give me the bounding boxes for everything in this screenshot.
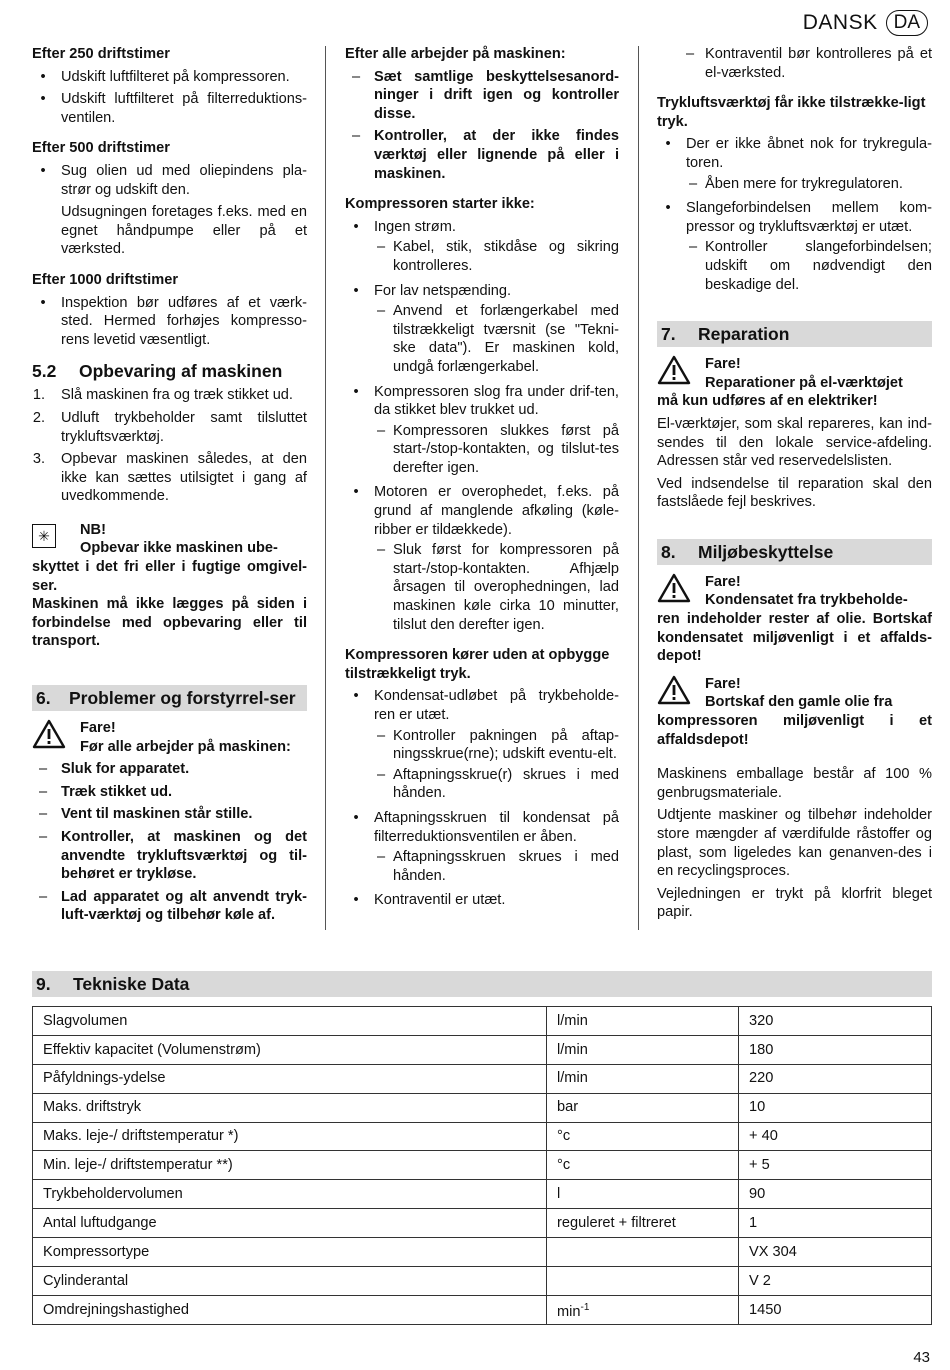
spec-unit-cell: $\min^{-1}$ (547, 1295, 739, 1324)
list-1000h (32, 294, 307, 350)
spec-name-cell: Cylinderantal (33, 1267, 547, 1296)
spec-value-cell: + 5 (739, 1151, 932, 1180)
spec-name-cell: Omdrejningshastighed (33, 1295, 547, 1324)
no-pressure-causes (345, 687, 619, 910)
list-item: – Lad apparatet og alt anvendt tryk-luft-værktøj og tilbehør køle af. (38, 888, 307, 924)
spec-unit-cell: l (547, 1180, 739, 1209)
subheading-250h: Efter 250 driftstimer (32, 46, 170, 62)
sub-list-item: – Åben mere for trykregulatoren. (688, 175, 903, 192)
list-item: • For lav netspænding. – Anvend et forlængerkabel med tilstrækkeligt tværsnit (se "Tekni-ske data"). Er maskinen kold, undgå forlængerkabel. (353, 282, 619, 375)
table-row (33, 1151, 932, 1180)
spec-value-cell: V 2 (739, 1267, 932, 1296)
environment-paragraph: Maskinens emballage består af 100 % genbrugsmateriale. (657, 766, 932, 801)
spec-name-cell: Slagvolumen (33, 1007, 547, 1036)
sub-list-item: – Kontroller pakningen på aftap-ningsskrue(rne); udskift eventu-elt. (376, 727, 619, 763)
list-item: • Ingen strøm. – Kabel, stik, stikdåse og sikring kontrolleres. (353, 218, 619, 274)
sub-list-item: – Aftapningsskrue(r) skrues i med hånden. (376, 766, 619, 802)
technical-data-table (32, 1006, 932, 1325)
list-500h (32, 162, 307, 199)
table-row (33, 1180, 932, 1209)
section-7-heading: 7. Reparation (657, 321, 932, 347)
list-item: – Sæt samtlige beskyttelsesanord-ninger i drift igen og kontroller disse. (351, 68, 619, 122)
continued-sub-list (657, 45, 932, 82)
table-row (33, 1295, 932, 1324)
spec-unit-cell: l/min (547, 1035, 739, 1064)
spec-value-cell: VX 304 (739, 1238, 932, 1267)
language-header (803, 10, 928, 36)
before-work-steps (32, 760, 307, 925)
nb-note: ✳ NB! Opbevar ikke maskinen ube- skyttet i det fri eller i fugtige omgivel-ser. Maskinen må ikke lægges på siden i forbindelse med opbevaring eller til transport. (32, 521, 307, 650)
list-item: • Motoren er overophedet, f.eks. på grund af manglende afkøling (køle-ribber er tildækkede). – Sluk først for kompressoren på start-/stop-kontakten. Afhjælp årsagen til overophedningen, lad maskinen køle cirka 10 minutter, tilslut den derefter igen. (353, 484, 619, 633)
table-row (33, 1122, 932, 1151)
list-item: • Aftapningsskruen til kondensat på filterreduktionsventilen er åben. – Aftapningsskruen skrues i med hånden. (353, 809, 619, 884)
spec-unit-cell: reguleret + filtreret (547, 1209, 739, 1238)
sub-list-item: – Sluk først for kompressoren på start-/stop-kontakten. Afhjælp årsagen til overophedningen, lad maskinen køle cirka 10 minutter, tilslut den derefter igen. (376, 542, 619, 633)
spec-value-cell: + 40 (739, 1122, 932, 1151)
column-divider (325, 46, 326, 930)
section-8-heading: 8. Miljøbeskyttelse (657, 539, 932, 565)
list-item: • Kompressoren slog fra under drif-ten, da stikket blev trukket ud. – Kompressoren slukkes først på start-/stop-kontakten, og tilslut-tes derefter igen. (353, 383, 619, 476)
subheading-500h: Efter 500 driftstimer (32, 140, 170, 157)
repair-paragraph: El-værktøjer, som skal repareres, kan ind-sendes til den lokale service-afdeling. Adressen står ved reservedelslisten. (657, 415, 932, 470)
list-item: • Inspektion bør udføres af et værk-sted. Hermed forhøjes kompresso-rens levetid væsentligt. (40, 294, 307, 348)
spec-name-cell: Påfyldnings-ydelse (33, 1064, 547, 1093)
column-divider (638, 46, 639, 930)
asterisk-note-icon: ✳ (32, 524, 56, 548)
table-row (33, 1093, 932, 1122)
repair-warning: Fare! Reparationer på el-værktøjet må kun udføres af en elektriker! (657, 356, 903, 410)
subheading-after-work: Efter alle arbejder på maskinen: (345, 46, 566, 62)
note-500h: Udsugningen foretages f.eks. med en egnet håndpumpe eller på et værksted. (61, 204, 307, 258)
list-item: • Kontraventil er utæt. (353, 892, 506, 909)
list-item: • Udskift luftfilteret på filterreduktions-ventilen. (40, 91, 307, 126)
repair-paragraph: Ved indsendelse til reparation skal den fastslåede fejl beskrives. (657, 475, 932, 511)
list-item: 1. Slå maskinen fra og træk stikket ud. (32, 387, 293, 404)
spec-value-cell: 90 (739, 1180, 932, 1209)
spec-unit-cell (547, 1238, 739, 1267)
oil-warning: Fare! Bortskaf den gamle olie fra kompressoren miljøvenligt i et affaldsdepot! (657, 675, 932, 748)
spec-value-cell: 1450 (739, 1295, 932, 1324)
list-item: – Kontroller, at der ikke findes værktøj eller lignende på eller i maskinen. (351, 128, 619, 182)
subheading-1000h: Efter 1000 driftstimer (32, 271, 178, 288)
list-item: 3. Opbevar maskinen således, at den ikke kan sættes utilsigtet i gang af uvedkommende. (32, 451, 307, 505)
table-row (33, 1035, 932, 1064)
list-item: • Udskift luftfilteret på kompressoren. (40, 68, 290, 85)
spec-name-cell: Maks. leje-/ driftstemperatur *) (33, 1122, 547, 1151)
after-work-steps (345, 68, 619, 184)
condensate-warning: Fare! Kondensatet fra trykbeholde- ren indeholder rester af olie. Bortskaf kondensatet miljøvenligt i et affalds-depot! (657, 573, 932, 665)
spec-value-cell: 220 (739, 1064, 932, 1093)
danger-warning: Fare! Før alle arbejder på maskinen: (32, 719, 307, 756)
sub-list-item: – Anvend et forlængerkabel med tilstrækkeligt tværsnit (se "Tekni-ske data"). Er maskinen kold, undgå forlængerkabel. (376, 303, 619, 375)
spec-name-cell: Effektiv kapacitet (Volumenstrøm) (33, 1035, 547, 1064)
spec-name-cell: Antal luftudgange (33, 1209, 547, 1238)
spec-unit-cell (547, 1267, 739, 1296)
list-item: – Træk stikket ud. (38, 783, 173, 800)
list-250h (32, 68, 307, 128)
table-row (33, 1007, 932, 1036)
warning-triangle-icon (657, 675, 691, 705)
tool-pressure-causes (657, 135, 932, 294)
spec-name-cell: Maks. driftstryk (33, 1093, 547, 1122)
list-item: – Vent til maskinen står stille. (38, 806, 253, 823)
spec-name-cell: Kompressortype (33, 1238, 547, 1267)
list-item: 2. Udluft trykbeholder samt tilsluttet trykluftsværktøj. (32, 409, 307, 445)
subheading-no-start: Kompressoren starter ikke: (345, 196, 535, 213)
spec-unit-cell: l/min (547, 1064, 739, 1093)
column-3 (657, 45, 932, 922)
section-5-2-heading: 5.2 Opbevaring af maskinen (32, 361, 283, 382)
language-code-badge: DA (886, 10, 928, 36)
list-item: • Kondensat-udløbet på trykbeholde-ren er utæt. – Kontroller pakningen på aftap-ningsskrue(rne); udskift eventu-elt. – Aftapningsskrue(r) skrues i med hånden. (353, 688, 619, 802)
language-name: DANSK (802, 10, 878, 34)
section-9-heading: 9. Tekniske Data (32, 971, 932, 997)
subheading-no-pressure: Kompressoren kører uden at opbygge tilstrækkeligt tryk. (345, 647, 610, 682)
spec-unit-cell: °c (547, 1122, 739, 1151)
sub-list-item: – Kontraventil bør kontrolleres på et el-værksted. (686, 46, 932, 81)
warning-triangle-icon (657, 355, 691, 385)
page-number: 43 (913, 1349, 930, 1366)
table-row (33, 1209, 932, 1238)
list-item: • Sug olien ud med oliepindens pla-strør og udskift den. (40, 162, 307, 198)
spec-unit-cell: °c (547, 1151, 739, 1180)
spec-value-cell: 1 (739, 1209, 932, 1238)
sub-list-item: – Aftapningsskruen skrues i med hånden. (376, 849, 619, 884)
spec-value-cell: 180 (739, 1035, 932, 1064)
column-2 (345, 45, 619, 910)
spec-name-cell: Min. leje-/ driftstemperatur **) (33, 1151, 547, 1180)
list-item: • Der er ikke åbnet nok for trykregula-toren. – Åben mere for trykregulatoren. (665, 136, 932, 192)
table-row (33, 1267, 932, 1296)
sub-list-item: – Kompressoren slukkes først på start-/stop-kontakten, og tilslut-tes derefter igen. (376, 422, 619, 476)
warning-triangle-icon (32, 719, 66, 749)
storage-steps (32, 386, 307, 506)
spec-unit-cell: l/min (547, 1007, 739, 1036)
sub-list-item: – Kabel, stik, stikdåse og sikring kontrolleres. (376, 239, 619, 274)
spec-name-cell: Trykbeholdervolumen (33, 1180, 547, 1209)
section-6-heading: 6. Problemer og forstyrrel-ser (32, 685, 307, 711)
list-item: • Slangeforbindelsen mellem kom-pressor og trykluftsværktøj er utæt. – Kontroller slangeforbindelsen; udskift om nødvendigt den beskadige del. (665, 200, 932, 293)
column-1 (32, 45, 307, 925)
list-item: – Sluk for apparatet. (38, 761, 190, 778)
spec-value-cell: 320 (739, 1007, 932, 1036)
spec-unit-cell: bar (547, 1093, 739, 1122)
table-row (33, 1238, 932, 1267)
subheading-tool-pressure: Trykluftsværktøj får ikke tilstrække-ligt tryk. (657, 95, 926, 130)
list-item: – Kontroller, at maskinen og det anvendte trykluftsværktøj og til-behøret er trykløse. (38, 829, 307, 883)
sub-list-item: – Kontroller slangeforbindelsen; udskift om nødvendigt den beskadige del. (688, 239, 932, 293)
table-row (33, 1064, 932, 1093)
warning-triangle-icon (657, 573, 691, 603)
unit-superscript: -1 (580, 1301, 590, 1313)
environment-paragraph: Vejledningen er trykt på klorfrit bleget papir. (657, 885, 932, 921)
spec-value-cell: 10 (739, 1093, 932, 1122)
no-start-causes (345, 218, 619, 634)
environment-paragraph: Udtjente maskiner og tilbehør indeholder store mængder af værdifulde råstoffer og plast, som ligeledes kan genanven-des i en recyclingsproces. (657, 807, 932, 880)
